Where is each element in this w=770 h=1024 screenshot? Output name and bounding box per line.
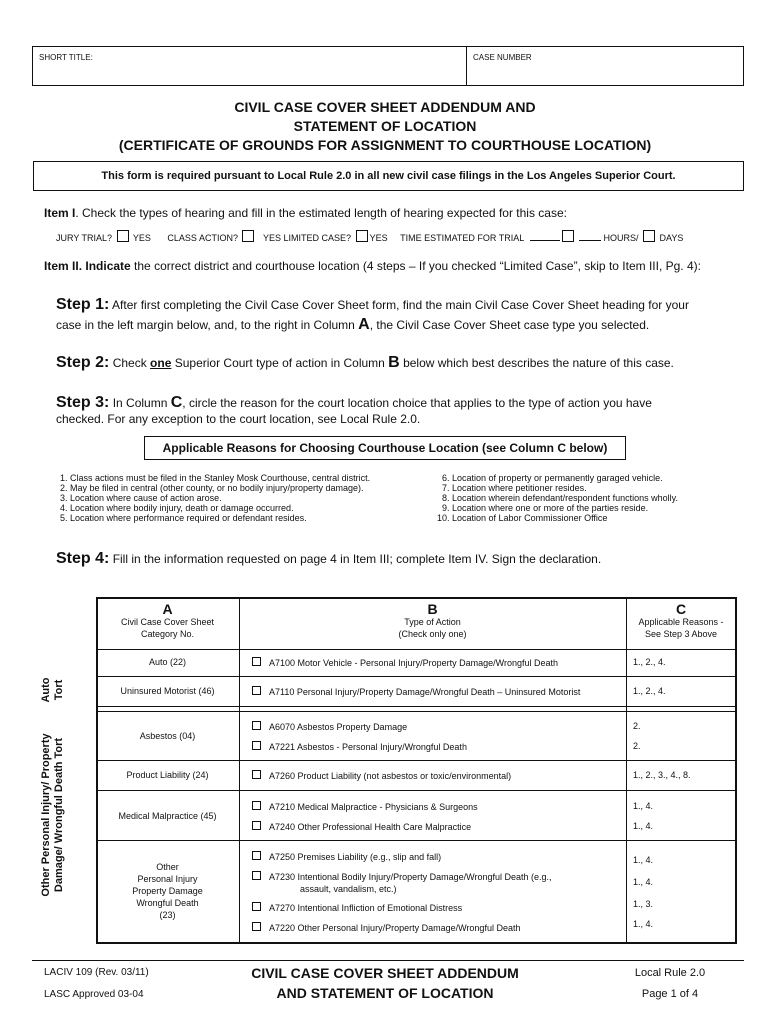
step1-text-c: , the Civil Case Cover Sheet case type you selected. [369,318,650,332]
class-yes-label: YES [262,233,281,243]
col-a-sub1: Civil Case Cover Sheet [120,617,215,627]
action-checkbox[interactable] [252,821,261,830]
col-c-sub2: See Step 3 Above [644,629,718,639]
reason-item: 8. Location wherein defendant/respondent functions wholly. [442,493,678,503]
step2 [56,354,674,372]
hours-label: HOURS/ [603,233,639,243]
step3-text-b: , circle the reason for the court location choice that applies to the type of action you have [182,396,652,410]
limited-yes-label: YES [369,233,388,243]
step2-col: B [388,354,400,371]
step3 [56,395,736,427]
item2-indicate: Indicate [85,259,131,273]
reason-a7110: 1., 2., 4. [633,686,666,696]
reason-item: 3. Location where cause of action arose. [60,493,222,503]
step3-label: Step 3: [56,394,110,411]
local-rule: Local Rule 2.0 [634,967,706,979]
reason-a7220: 1., 4. [633,919,654,929]
category-auto: Auto (22) [148,657,187,667]
approval-note: LASC Approved 03-04 [44,989,144,1000]
category-product-liability: Product Liability (24) [126,770,209,780]
step3-text-c: checked. For any exception to the court location, see Local Rule 2.0. [56,412,421,426]
col-c-header: C [675,601,687,617]
category-medical-malpractice: Medical Malpractice (45) [118,811,217,821]
step1 [56,295,736,335]
side-label-auto-tort: Auto Tort [40,677,65,703]
action-checkbox[interactable] [252,741,261,750]
step1-text-a: After first completing the Civil Case Cover Sheet form, find the main Civil Case Cover Sheet heading for your [112,298,689,312]
form-title-line3: (CERTIFICATE OF GROUNDS FOR ASSIGNMENT TO COURTHOUSE LOCATION) [118,137,652,153]
step4-label: Step 4: [56,550,110,567]
days-label: DAYS [659,233,684,243]
category-asbestos: Asbestos (04) [139,731,196,741]
step2-text-c: below which best describes the nature of this case. [399,356,674,370]
item2-text: the correct district and courthouse location (4 steps – If you checked “Limited Case”, skip to Item III, Pg. 4): [130,259,701,273]
col-a-sub2: Category No. [140,629,195,639]
action-checkbox[interactable] [252,721,261,730]
item1-text: . Check the types of hearing and fill in the estimated length of hearing expected for this case: [75,206,567,220]
reason-item: 9. Location where one or more of the parties reside. [442,503,649,513]
action-checkbox[interactable] [252,851,261,860]
item1-instruction [44,206,567,220]
action-a7240[interactable]: A7240 Other Professional Health Care Malpractice [252,821,471,832]
action-a7260[interactable]: A7260 Product Liability (not asbestos or toxic/environmental) [252,770,511,781]
item2-instruction: Item II. Indicate the correct district and courthouse location (4 steps – If you checked “Limited Case”, skip to Item III, Pg. 4): [44,259,701,273]
reason-a7210: 1., 4. [633,801,654,811]
reasons-heading: Applicable Reasons for Choosing Courthouse Location (see Column C below) [144,436,626,460]
action-checkbox[interactable] [252,657,261,666]
col-b-header: B [427,601,438,617]
reason-item: 7. Location where petitioner resides. [442,483,587,493]
hours-checkbox[interactable] [562,230,574,242]
reason-a7270: 1., 3. [633,899,654,909]
footer-divider [32,960,744,961]
reason-a7240: 1., 4. [633,821,654,831]
step3-text-a: In Column [112,396,171,410]
col-b-sub2: (Check only one) [398,629,467,639]
caption-box [32,46,744,86]
reason-a7100: 1., 2., 4. [633,657,666,667]
hearing-row [56,230,683,243]
step1-col: A [358,316,370,333]
class-action-checkbox[interactable] [242,230,254,242]
page-number: Page 1 of 4 [641,988,699,1000]
action-checkbox[interactable] [252,801,261,810]
step4 [56,550,601,568]
case-number-label: CASE NUMBER [473,53,532,62]
step2-text-a: Check [112,356,151,370]
form-number: LACIV 109 (Rev. 03/11) [44,967,149,978]
step2-one: one [150,356,172,370]
step3-col: C [170,394,183,411]
action-a7250[interactable]: A7250 Premises Liability (e.g., slip and fall) [252,851,441,862]
reasons-right-list [437,473,678,523]
footer-title-line2: AND STATEMENT OF LOCATION [276,985,494,1001]
action-a7230[interactable]: A7230 Intentional Bodily Injury/Property Damage/Wrongful Death (e.g., assault, vandalism, etc.) [252,871,552,895]
col-c-sub1: Applicable Reasons - [638,617,724,627]
reason-item: 10. Location of Labor Commissioner Office [437,513,608,523]
step2-text-b: Superior Court type of action in Column [171,356,389,370]
days-checkbox[interactable] [643,230,655,242]
time-estimated-label: TIME ESTIMATED FOR TRIAL [400,233,524,243]
short-title-label: SHORT TITLE: [39,53,93,62]
action-a6070[interactable]: A6070 Asbestos Property Damage [252,721,407,732]
class-action-label: CLASS ACTION? [167,233,238,243]
action-a7210[interactable]: A7210 Medical Malpractice - Physicians & Surgeons [252,801,478,812]
item1-label: Item I [44,206,76,220]
requirement-notice: This form is required pursuant to Local Rule 2.0 in all new civil case filings in the Los Angeles Superior Court. [33,161,744,191]
reason-a7221: 2. [633,741,641,751]
reason-item: 4. Location where bodily injury, death or damage occurred. [60,503,294,513]
reasons-left-list [60,473,370,523]
action-a7110[interactable]: A7110 Personal Injury/Property Damage/Wrongful Death – Uninsured Motorist [252,686,580,697]
action-checkbox[interactable] [252,770,261,779]
category-uninsured-motorist: Uninsured Motorist (46) [120,686,215,696]
step1-label: Step 1: [56,296,110,313]
action-a7100[interactable]: A7100 Motor Vehicle - Personal Injury/Property Damage/Wrongful Death [252,657,558,668]
category-other-pi: Other Personal Injury Property Damage Wrongful Death (23) [132,862,203,920]
reason-item: 1. Class actions must be filed in the Stanley Mosk Courthouse, central district. [60,473,371,483]
col-b-sub1: Type of Action [404,617,461,627]
jury-yes-label: YES [132,233,151,243]
action-checkbox[interactable] [252,686,261,695]
case-type-table [96,597,737,944]
action-a7220[interactable]: A7220 Other Personal Injury/Property Damage/Wrongful Death [252,922,520,933]
step1-text-b: case in the left margin below, and, to the right in Column [56,318,359,332]
limited-case-label: LIMITED CASE? [283,233,352,243]
jury-trial-label: JURY TRIAL? [56,233,113,243]
action-checkbox[interactable] [252,871,261,880]
form-title-line1: CIVIL CASE COVER SHEET ADDENDUM AND [234,99,536,115]
time-estimate-field[interactable] [530,240,560,241]
action-checkbox[interactable] [252,922,261,931]
action-a7221[interactable]: A7221 Asbestos - Personal Injury/Wrongful Death [252,741,467,752]
reason-item: 5. Location where performance required or defendant resides. [60,513,307,523]
reason-a6070: 2. [633,721,641,731]
reason-a7260: 1., 2., 3., 4., 8. [633,770,691,780]
action-a7270[interactable]: A7270 Intentional Infliction of Emotional Distress [252,902,462,913]
reason-item: 2. May be filed in central (other county, or no bodily injury/property damage). [60,483,364,493]
reason-a7230: 1., 4. [633,877,654,887]
footer-title-line1: CIVIL CASE COVER SHEET ADDENDUM [251,965,519,981]
step2-label: Step 2: [56,354,110,371]
reason-a7250: 1., 4. [633,855,654,865]
reason-item: 6. Location of property or permanently garaged vehicle. [442,473,663,483]
limited-case-checkbox[interactable] [356,230,368,242]
side-label-other-pi: Other Personal Injury/ Property Damage/ Wrongful Death Tort [40,733,65,897]
form-title-line2: STATEMENT OF LOCATION [293,118,477,134]
item2-label: Item II [44,259,79,273]
action-checkbox[interactable] [252,902,261,911]
step4-text: Fill in the information requested on page 4 in Item III; complete Item IV. Sign the declaration. [112,552,602,566]
col-a-header: A [162,601,173,617]
jury-trial-checkbox[interactable] [117,230,129,242]
